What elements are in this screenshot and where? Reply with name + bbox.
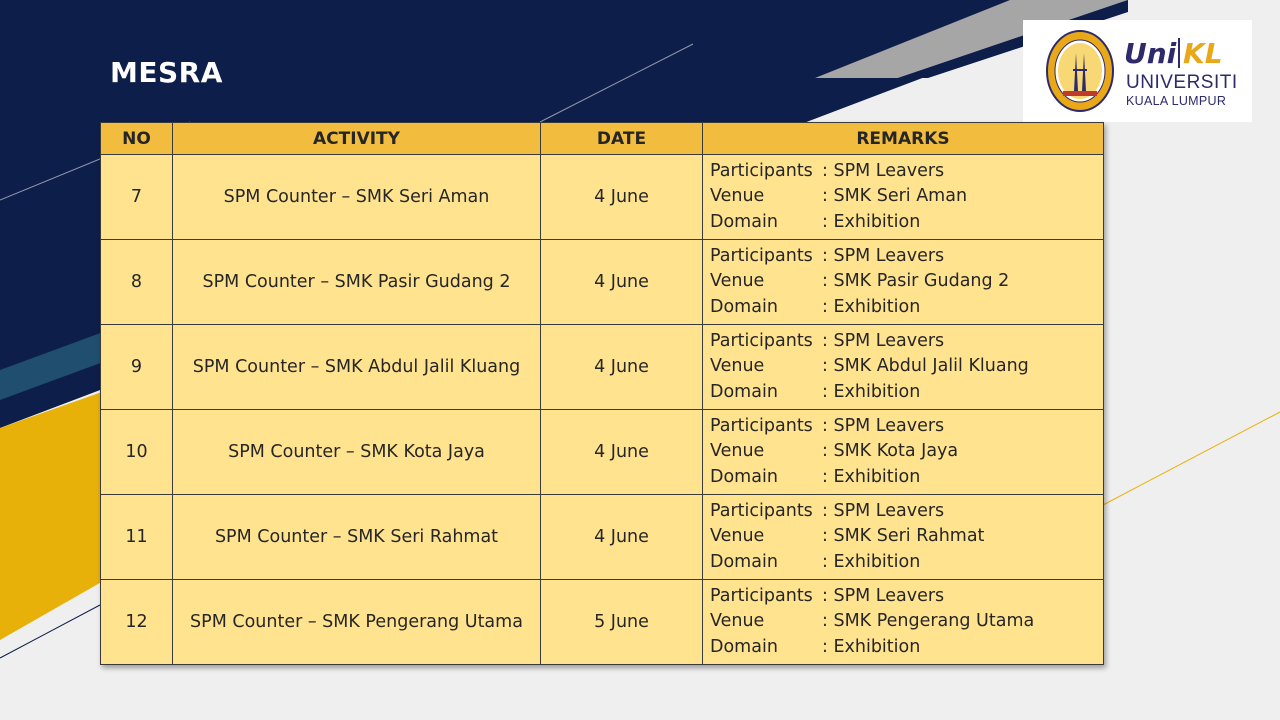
remark-value: : SPM Leavers: [822, 415, 945, 436]
remark-value: : Exhibition: [822, 381, 921, 402]
remark-value: : SPM Leavers: [822, 585, 945, 606]
cell-no: 12: [101, 580, 173, 665]
remark-participants: [710, 584, 1103, 610]
remark-label: Participants: [710, 500, 813, 521]
remark-label: Participants: [710, 415, 813, 436]
remark-venue: [710, 609, 1103, 635]
remark-venue: [710, 439, 1103, 465]
cell-remarks: [703, 155, 1104, 240]
activity-table: [100, 122, 1104, 665]
remark-label: Domain: [710, 636, 778, 657]
remark-label: Domain: [710, 296, 778, 317]
cell-date: 4 June: [541, 410, 703, 495]
remark-value: : SMK Pengerang Utama: [822, 611, 1035, 632]
remark-domain: [710, 210, 1103, 236]
slide-title: MESRA: [110, 56, 223, 89]
cell-remarks: [703, 240, 1104, 325]
logo-location-line: KUALA LUMPUR: [1126, 94, 1227, 108]
remark-participants: [710, 414, 1103, 440]
cell-activity: SPM Counter – SMK Kota Jaya: [173, 410, 541, 495]
remark-label: Participants: [710, 160, 813, 181]
remark-label: Domain: [710, 381, 778, 402]
remark-value: : Exhibition: [822, 296, 921, 317]
remark-participants: [710, 329, 1103, 355]
remark-value: : Exhibition: [822, 466, 921, 487]
header-date: DATE: [541, 123, 703, 155]
remark-participants: [710, 499, 1103, 525]
cell-remarks: [703, 325, 1104, 410]
cell-date: 4 June: [541, 240, 703, 325]
remark-label: Venue: [710, 526, 765, 547]
table-row: [101, 495, 1104, 580]
cell-no: 7: [101, 155, 173, 240]
remark-label: Participants: [710, 585, 813, 606]
remark-value: : SPM Leavers: [822, 330, 945, 351]
cell-activity: SPM Counter – SMK Seri Rahmat: [173, 495, 541, 580]
remark-domain: [710, 465, 1103, 491]
unikl-logo: [1023, 20, 1252, 122]
remark-value: : SMK Seri Rahmat: [822, 526, 985, 547]
remark-value: : Exhibition: [822, 551, 921, 572]
accent-line-gold: [1103, 412, 1280, 505]
remark-venue: [710, 524, 1103, 550]
remark-domain: [710, 295, 1103, 321]
cell-activity: SPM Counter – SMK Pengerang Utama: [173, 580, 541, 665]
remark-domain: [710, 550, 1103, 576]
table-row: [101, 410, 1104, 495]
svg-text:Uni: Uni: [1124, 37, 1177, 70]
svg-text:KL: KL: [1183, 37, 1223, 70]
cell-no: 9: [101, 325, 173, 410]
cell-activity: SPM Counter – SMK Abdul Jalil Kluang: [173, 325, 541, 410]
table-row: [101, 240, 1104, 325]
remark-value: : SPM Leavers: [822, 500, 945, 521]
header-no: NO: [101, 123, 173, 155]
remark-participants: [710, 244, 1103, 270]
unikl-wordmark: [1124, 36, 1234, 70]
logo-university-line: UNIVERSITI: [1126, 72, 1238, 93]
remark-value: : Exhibition: [822, 211, 921, 232]
remark-label: Venue: [710, 271, 765, 292]
remark-venue: [710, 184, 1103, 210]
cell-no: 11: [101, 495, 173, 580]
remark-value: : SMK Kota Jaya: [822, 441, 959, 462]
header-activity: ACTIVITY: [173, 123, 541, 155]
remark-domain: [710, 380, 1103, 406]
table-header-row: [101, 123, 1104, 155]
remark-domain: [710, 635, 1103, 661]
remark-venue: [710, 354, 1103, 380]
cell-remarks: [703, 495, 1104, 580]
remark-label: Venue: [710, 611, 765, 632]
remark-label: Domain: [710, 466, 778, 487]
remark-value: : SMK Seri Aman: [822, 186, 968, 207]
table-row: [101, 580, 1104, 665]
cell-date: 4 June: [541, 325, 703, 410]
remark-label: Domain: [710, 211, 778, 232]
cell-no: 10: [101, 410, 173, 495]
cell-activity: SPM Counter – SMK Pasir Gudang 2: [173, 240, 541, 325]
cell-date: 4 June: [541, 495, 703, 580]
remark-label: Participants: [710, 330, 813, 351]
cell-activity: SPM Counter – SMK Seri Aman: [173, 155, 541, 240]
cell-date: 5 June: [541, 580, 703, 665]
cell-remarks: [703, 580, 1104, 665]
cell-no: 8: [101, 240, 173, 325]
remark-label: Participants: [710, 245, 813, 266]
remark-label: Venue: [710, 441, 765, 462]
remark-value: : SPM Leavers: [822, 160, 945, 181]
remark-value: : SMK Abdul Jalil Kluang: [822, 356, 1029, 377]
remark-value: : SPM Leavers: [822, 245, 945, 266]
header-remarks: REMARKS: [703, 123, 1104, 155]
remark-participants: [710, 159, 1103, 185]
table-row: [101, 325, 1104, 410]
university-seal-icon: [1045, 29, 1115, 113]
remark-label: Venue: [710, 186, 765, 207]
remark-value: : Exhibition: [822, 636, 921, 657]
cell-date: 4 June: [541, 155, 703, 240]
remark-label: Domain: [710, 551, 778, 572]
cell-remarks: [703, 410, 1104, 495]
table-row: [101, 155, 1104, 240]
remark-venue: [710, 269, 1103, 295]
remark-value: : SMK Pasir Gudang 2: [822, 271, 1010, 292]
remark-label: Venue: [710, 356, 765, 377]
